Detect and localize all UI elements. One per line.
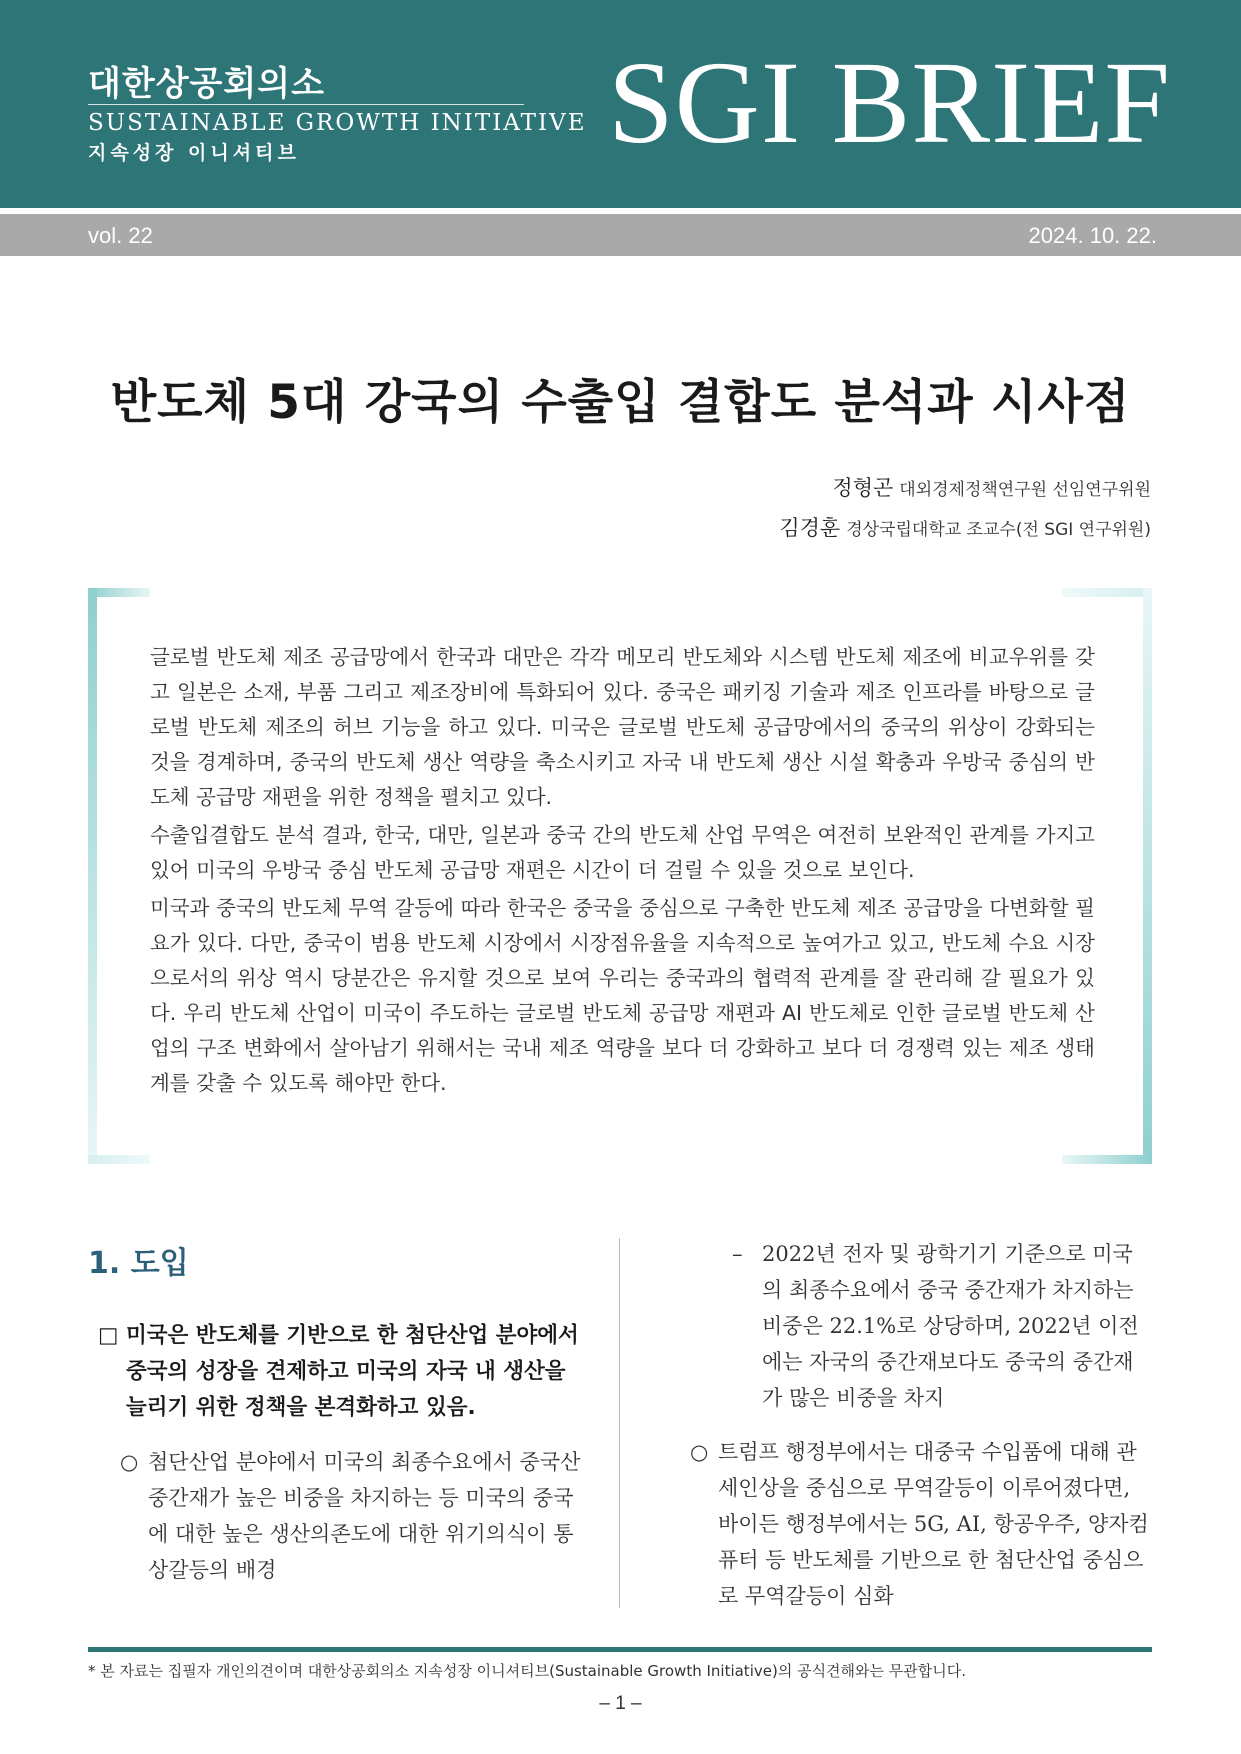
main-point-text: 미국은 반도체를 기반으로 한 첨단산업 분야에서 중국의 성장을 견제하고 미국의 자국 내 생산을 늘리기 위한 정책을 본격화하고 있음. xyxy=(126,1323,579,1420)
footnote: * 본 자료는 집필자 개인의견이며 대한상공회의소 지속성장 이니셔티브(Sustainable Growth Initiative)의 공식견해와는 무관합니다. xyxy=(88,1662,967,1680)
section-heading: 1. 도입 xyxy=(88,1246,189,1281)
circle-bullet: ○ xyxy=(120,1450,139,1474)
square-bullet: □ xyxy=(98,1323,119,1348)
brand-title: SGI BRIEF xyxy=(608,37,1172,168)
summary-paragraph: 미국과 중국의 반도체 무역 갈등에 따라 한국은 중국을 중심으로 구축한 반도체 제조 공급망을 다변화할 필요가 있다. 다만, 중국이 범용 반도체 시장에서 시장점유율을 지속적으로 높여가고 있고, 반도체 수요 시장으로서의 위상 역시 당분간은 유지할 것으로 보여 우리는 중국과의 협력적 관계를 잘 관리해 갈 필요가 있다. 우리 반도체 산업이 미국이 주도하는 글로벌 반도체 공급망 재편과 AI 반도체로 인한 글로벌 반도체 산업의 구조 변화에서 살아남기 위해서는 국내 제조 역량을 보다 더 강화하고 보다 더 경쟁력 있는 제조 생태계를 갖출 수 있도록 해야만 한다. xyxy=(150,896,1095,1095)
summary-bracket-left-top xyxy=(88,588,150,597)
sub-point-text: 첨단산업 분야에서 미국의 최종수요에서 중국산 중간재가 높은 비중을 차지하는 등 미국의 중국에 대한 높은 생산의존도에 대한 위기의식이 통상갈등의 배경 xyxy=(148,1450,581,1582)
author-line xyxy=(832,472,1151,502)
summary-box xyxy=(150,640,1095,1104)
author-affiliation: 대외경제정책연구원 선임연구위원 xyxy=(899,480,1151,500)
page-number: – 1 – xyxy=(599,1693,642,1714)
org-name-korean: 대한상공회의소 xyxy=(88,64,325,104)
author-name: 김경훈 xyxy=(779,516,841,540)
circle-bullet: ○ xyxy=(690,1440,709,1464)
author-line xyxy=(779,512,1151,542)
summary-paragraph: 수출입결합도 분석 결과, 한국, 대만, 일본과 중국 간의 반도체 산업 무역은 여전히 보완적인 관계를 가지고 있어 미국의 우방국 중심 반도체 공급망 재편은 시간이 더 걸릴 수 있을 것으로 보인다. xyxy=(150,823,1095,882)
author-affiliation: 경상국립대학교 조교수(전 SGI 연구위원) xyxy=(846,520,1151,540)
column-divider xyxy=(619,1238,620,1608)
sub-point xyxy=(120,1444,582,1588)
summary-bracket-left-side xyxy=(88,588,97,1164)
author-name: 정형곤 xyxy=(832,476,894,500)
summary-bracket-right-bottom xyxy=(1062,1155,1152,1164)
summary-bracket-right-top xyxy=(1062,588,1152,597)
volume-number: vol. 22 xyxy=(88,223,153,248)
summary-bracket-right-side xyxy=(1143,588,1152,1164)
sub-point xyxy=(690,1434,1150,1614)
dash-point xyxy=(732,1236,1152,1416)
summary-paragraph: 글로벌 반도체 제조 공급망에서 한국과 대만은 각각 메모리 반도체와 시스템 반도체 제조에 비교우위를 갖고 일본은 소재, 부품 그리고 제조장비에 특화되어 있다. 중국은 패키징 기술과 제조 인프라를 바탕으로 글로벌 반도체 제조의 허브 기능을 하고 있다. 미국은 글로벌 반도체 공급망에서의 중국의 위상이 강화되는 것을 경계하며, 중국의 반도체 생산 역량을 축소시키고 자국 내 반도체 생산 시설 확충과 우방국 중심의 반도체 공급망 재편을 위한 정책을 펼치고 있다. xyxy=(150,645,1095,809)
footer-rule xyxy=(88,1647,1152,1652)
page-title: 반도체 5대 강국의 수출입 결합도 분석과 시사점 xyxy=(110,375,1131,430)
main-point xyxy=(98,1318,580,1426)
org-divider xyxy=(88,104,524,105)
sub-point-text: 트럼프 행정부에서는 대중국 수입품에 대해 관세인상을 중심으로 무역갈등이 이루어졌다면, 바이든 행정부에서는 5G, AI, 항공우주, 양자컴퓨터 등 반도체를 기반으로 한 첨단산업 중심으로 무역갈등이 심화 xyxy=(718,1440,1149,1608)
org-name-english: SUSTAINABLE GROWTH INITIATIVE xyxy=(88,110,587,136)
issue-date: 2024. 10. 22. xyxy=(1028,223,1157,248)
dash-bullet: – xyxy=(732,1242,743,1266)
summary-bracket-left-bottom xyxy=(88,1155,150,1164)
org-subtitle: 지속성장 이니셔티브 xyxy=(88,142,300,164)
dash-point-text: 2022년 전자 및 광학기기 기준으로 미국의 최종수요에서 중국 중간재가 차지하는 비중은 22.1%로 상당하며, 2022년 이전에는 자국의 중간재보다도 중국의 중간재가 많은 비중을 차지 xyxy=(762,1242,1139,1410)
